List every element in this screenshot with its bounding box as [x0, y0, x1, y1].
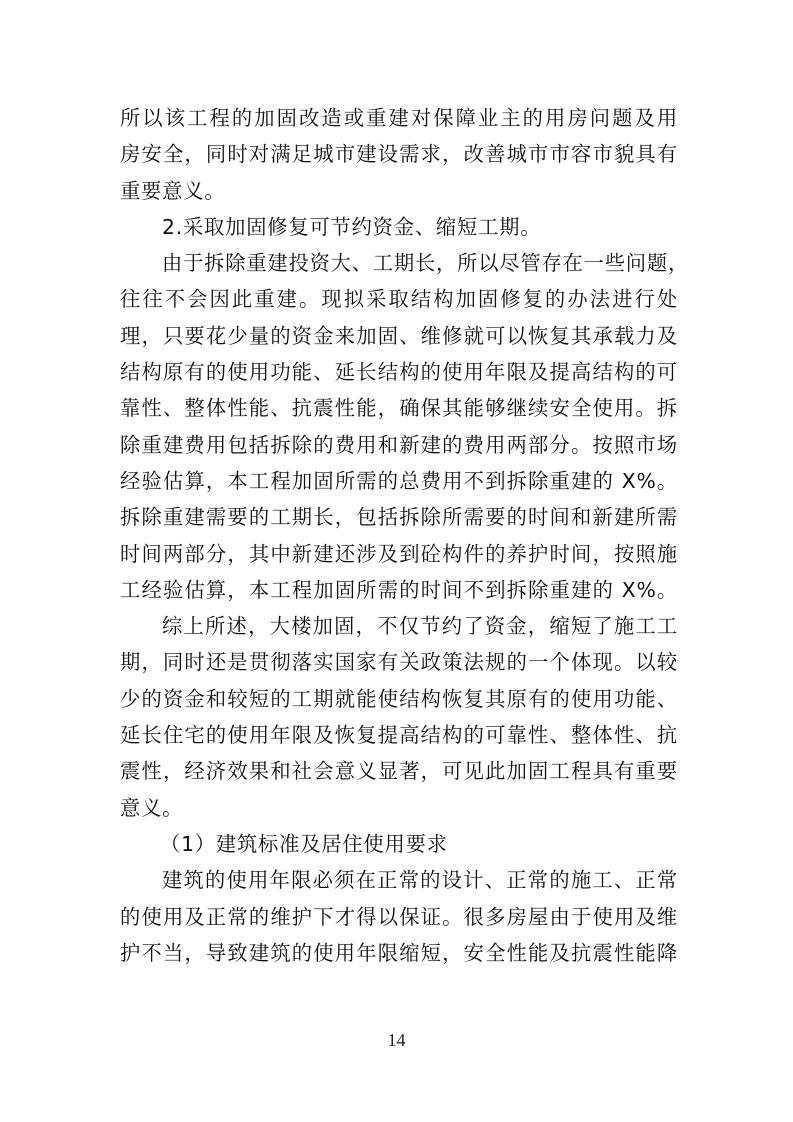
paragraph-line: 拆除重建需要的工期长，包括拆除所需要的时间和新建所需: [120, 505, 678, 530]
paragraph-line: 房安全，同时对满足城市建设需求，改善城市市容市貌具有: [120, 142, 678, 167]
paragraph-line: 结构原有的使用功能、延长结构的使用年限及提高结构的可: [120, 360, 678, 385]
paragraph-line: 综上所述，大楼加固，不仅节约了资金，缩短了施工工: [162, 614, 678, 639]
paragraph-line: 靠性、整体性能、抗震性能，确保其能够继续安全使用。拆: [120, 396, 678, 421]
section-heading: 2.采取加固修复可节约资金、缩短工期。: [162, 214, 542, 239]
page-number: 14: [387, 1030, 406, 1050]
paragraph-line: 少的资金和较短的工期就能使结构恢复其原有的使用功能、: [120, 686, 678, 711]
paragraph-line: 延长住宅的使用年限及恢复提高结构的可靠性、整体性、抗: [120, 723, 678, 748]
paragraph-line: 除重建费用包括拆除的费用和新建的费用两部分。按照市场: [120, 432, 678, 457]
paragraph-line: 震性，经济效果和社会意义显著，可见此加固工程具有重要: [120, 759, 678, 784]
paragraph-line: 期，同时还是贯彻落实国家有关政策法规的一个体现。以较: [120, 650, 678, 675]
paragraph-line: 重要意义。: [120, 178, 226, 203]
paragraph-line: 所以该工程的加固改造或重建对保障业主的用房问题及用: [120, 106, 678, 130]
paragraph-line: 经验估算，本工程加固所需的总费用不到拆除重建的 X%。: [120, 468, 678, 493]
paragraph-line: 建筑的使用年限必须在正常的设计、正常的施工、正常: [162, 868, 678, 893]
paragraph-line: 时间两部分，其中新建还涉及到砼构件的养护时间，按照施: [120, 541, 678, 566]
paragraph-line: 的使用及正常的维护下才得以保证。很多房屋由于使用及维: [120, 904, 678, 929]
paragraph-line: 工经验估算，本工程加固所需的时间不到拆除重建的 X%。: [120, 577, 678, 602]
paragraph-line: 往往不会因此重建。现拟采取结构加固修复的办法进行处: [120, 287, 678, 312]
paragraph-line: 由于拆除重建投资大、工期长，所以尽管存在一些问题，: [162, 251, 690, 276]
paragraph-line: 理，只要花少量的资金来加固、维修就可以恢复其承载力及: [120, 323, 678, 348]
body-text: [120, 100, 690, 971]
paragraph-line: 护不当，导致建筑的使用年限缩短，安全性能及抗震性能降: [120, 940, 678, 965]
paragraph-line: 意义。: [120, 795, 184, 820]
subsection-heading: （1）建筑标准及居住使用要求: [160, 831, 448, 856]
